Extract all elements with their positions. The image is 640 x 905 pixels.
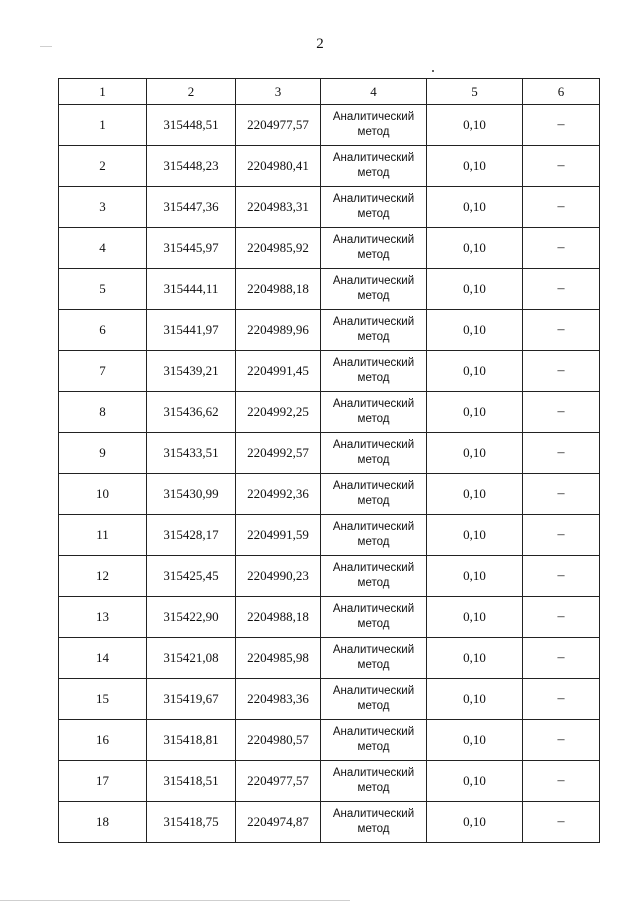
- table-row: [59, 720, 600, 761]
- table-row: [59, 638, 600, 679]
- accuracy-cell: 0,10: [427, 269, 523, 310]
- method-line2: метод: [357, 577, 390, 589]
- accuracy-cell: 0,10: [427, 679, 523, 720]
- point-number-cell: 4: [59, 228, 147, 269]
- accuracy-cell: 0,10: [427, 638, 523, 679]
- y-coordinate-cell: 2204983,36: [236, 679, 321, 720]
- point-number-cell: 12: [59, 556, 147, 597]
- y-coordinate-cell: 2204980,57: [236, 720, 321, 761]
- note-cell: –: [523, 392, 600, 433]
- table-row: [59, 269, 600, 310]
- x-coordinate-cell: 315439,21: [147, 351, 236, 392]
- note-cell: –: [523, 515, 600, 556]
- method-cell: [321, 597, 427, 638]
- method-line1: Аналитический: [332, 808, 415, 820]
- point-number-cell: 1: [59, 105, 147, 146]
- method-line2: метод: [357, 454, 390, 466]
- table-row: [59, 351, 600, 392]
- accuracy-cell: 0,10: [427, 105, 523, 146]
- y-coordinate-cell: 2204988,18: [236, 597, 321, 638]
- y-coordinate-cell: 2204988,18: [236, 269, 321, 310]
- note-cell: –: [523, 638, 600, 679]
- page-number: 2: [316, 36, 324, 52]
- x-coordinate-cell: 315430,99: [147, 474, 236, 515]
- note-cell: –: [523, 679, 600, 720]
- table-row: [59, 187, 600, 228]
- method-line2: метод: [357, 618, 390, 630]
- x-coordinate-cell: 315419,67: [147, 679, 236, 720]
- column-header: 6: [523, 79, 600, 105]
- note-cell: –: [523, 761, 600, 802]
- accuracy-cell: 0,10: [427, 433, 523, 474]
- accuracy-cell: 0,10: [427, 392, 523, 433]
- y-coordinate-cell: 2204991,59: [236, 515, 321, 556]
- point-number-cell: 15: [59, 679, 147, 720]
- table-row: [59, 515, 600, 556]
- method-cell: [321, 556, 427, 597]
- method-line2: метод: [357, 659, 390, 671]
- accuracy-cell: 0,10: [427, 474, 523, 515]
- table-row: [59, 392, 600, 433]
- x-coordinate-cell: 315447,36: [147, 187, 236, 228]
- method-cell: [321, 474, 427, 515]
- method-line2: метод: [357, 823, 390, 835]
- method-line2: метод: [357, 208, 390, 220]
- x-coordinate-cell: 315421,08: [147, 638, 236, 679]
- x-coordinate-cell: 315445,97: [147, 228, 236, 269]
- column-header: 2: [147, 79, 236, 105]
- accuracy-cell: 0,10: [427, 310, 523, 351]
- y-coordinate-cell: 2204977,57: [236, 761, 321, 802]
- y-coordinate-cell: 2204985,98: [236, 638, 321, 679]
- table-row: [59, 310, 600, 351]
- x-coordinate-cell: 315433,51: [147, 433, 236, 474]
- y-coordinate-cell: 2204992,36: [236, 474, 321, 515]
- method-line2: метод: [357, 249, 390, 261]
- point-number-cell: 9: [59, 433, 147, 474]
- accuracy-cell: 0,10: [427, 720, 523, 761]
- point-number-cell: 7: [59, 351, 147, 392]
- y-coordinate-cell: 2204992,57: [236, 433, 321, 474]
- accuracy-cell: 0,10: [427, 515, 523, 556]
- table-row: [59, 474, 600, 515]
- note-cell: –: [523, 802, 600, 843]
- x-coordinate-cell: 315425,45: [147, 556, 236, 597]
- x-coordinate-cell: 315418,75: [147, 802, 236, 843]
- method-cell: [321, 392, 427, 433]
- method-line2: метод: [357, 167, 390, 179]
- scan-artifact-top-rule: [40, 46, 52, 47]
- table-row: [59, 105, 600, 146]
- method-line2: метод: [357, 372, 390, 384]
- note-cell: –: [523, 228, 600, 269]
- y-coordinate-cell: 2204992,25: [236, 392, 321, 433]
- method-cell: [321, 187, 427, 228]
- point-number-cell: 6: [59, 310, 147, 351]
- method-line2: метод: [357, 536, 390, 548]
- method-line1: Аналитический: [332, 603, 415, 615]
- method-cell: [321, 146, 427, 187]
- method-line1: Аналитический: [332, 562, 415, 574]
- accuracy-cell: 0,10: [427, 597, 523, 638]
- y-coordinate-cell: 2204985,92: [236, 228, 321, 269]
- x-coordinate-cell: 315448,51: [147, 105, 236, 146]
- method-line1: Аналитический: [332, 767, 415, 779]
- method-cell: [321, 310, 427, 351]
- accuracy-cell: 0,10: [427, 761, 523, 802]
- method-cell: [321, 228, 427, 269]
- method-line1: Аналитический: [332, 685, 415, 697]
- table-row: [59, 556, 600, 597]
- note-cell: –: [523, 556, 600, 597]
- point-number-cell: 14: [59, 638, 147, 679]
- table-body: [59, 105, 600, 843]
- accuracy-cell: 0,10: [427, 556, 523, 597]
- method-cell: [321, 105, 427, 146]
- accuracy-cell: 0,10: [427, 802, 523, 843]
- x-coordinate-cell: 315418,51: [147, 761, 236, 802]
- table-row: [59, 228, 600, 269]
- point-number-cell: 13: [59, 597, 147, 638]
- point-number-cell: 18: [59, 802, 147, 843]
- point-number-cell: 11: [59, 515, 147, 556]
- table-row: [59, 802, 600, 843]
- y-coordinate-cell: 2204974,87: [236, 802, 321, 843]
- point-number-cell: 5: [59, 269, 147, 310]
- method-line1: Аналитический: [332, 152, 415, 164]
- x-coordinate-cell: 315441,97: [147, 310, 236, 351]
- method-cell: [321, 761, 427, 802]
- method-line1: Аналитический: [332, 521, 415, 533]
- method-line2: метод: [357, 331, 390, 343]
- method-line1: Аналитический: [332, 357, 415, 369]
- y-coordinate-cell: 2204991,45: [236, 351, 321, 392]
- point-number-cell: 16: [59, 720, 147, 761]
- point-number-cell: 8: [59, 392, 147, 433]
- method-line2: метод: [357, 782, 390, 794]
- table-row: [59, 433, 600, 474]
- y-coordinate-cell: 2204989,96: [236, 310, 321, 351]
- method-cell: [321, 638, 427, 679]
- x-coordinate-cell: 315436,62: [147, 392, 236, 433]
- note-cell: –: [523, 187, 600, 228]
- accuracy-cell: 0,10: [427, 351, 523, 392]
- x-coordinate-cell: 315422,90: [147, 597, 236, 638]
- method-line1: Аналитический: [332, 398, 415, 410]
- method-line1: Аналитический: [332, 644, 415, 656]
- point-number-cell: 17: [59, 761, 147, 802]
- note-cell: –: [523, 310, 600, 351]
- x-coordinate-cell: 315418,81: [147, 720, 236, 761]
- column-header: 5: [427, 79, 523, 105]
- note-cell: –: [523, 474, 600, 515]
- point-number-cell: 10: [59, 474, 147, 515]
- method-line1: Аналитический: [332, 439, 415, 451]
- coordinates-table: [58, 78, 600, 843]
- method-cell: [321, 269, 427, 310]
- accuracy-cell: 0,10: [427, 146, 523, 187]
- y-coordinate-cell: 2204977,57: [236, 105, 321, 146]
- note-cell: –: [523, 433, 600, 474]
- column-header: 4: [321, 79, 427, 105]
- method-line2: метод: [357, 741, 390, 753]
- method-line1: Аналитический: [332, 316, 415, 328]
- note-cell: –: [523, 146, 600, 187]
- scan-speck: [432, 70, 434, 72]
- x-coordinate-cell: 315428,17: [147, 515, 236, 556]
- y-coordinate-cell: 2204983,31: [236, 187, 321, 228]
- method-line1: Аналитический: [332, 234, 415, 246]
- table-row: [59, 761, 600, 802]
- header-row: [59, 79, 600, 105]
- method-cell: [321, 720, 427, 761]
- table-row: [59, 146, 600, 187]
- method-cell: [321, 679, 427, 720]
- method-line1: Аналитический: [332, 111, 415, 123]
- y-coordinate-cell: 2204980,41: [236, 146, 321, 187]
- note-cell: –: [523, 597, 600, 638]
- y-coordinate-cell: 2204990,23: [236, 556, 321, 597]
- method-line2: метод: [357, 126, 390, 138]
- accuracy-cell: 0,10: [427, 187, 523, 228]
- method-cell: [321, 802, 427, 843]
- method-cell: [321, 351, 427, 392]
- table-row: [59, 679, 600, 720]
- point-number-cell: 3: [59, 187, 147, 228]
- column-header: 1: [59, 79, 147, 105]
- scan-artifact-bottom-rule: [0, 900, 350, 901]
- method-line2: метод: [357, 700, 390, 712]
- method-line1: Аналитический: [332, 275, 415, 287]
- note-cell: –: [523, 351, 600, 392]
- note-cell: –: [523, 105, 600, 146]
- x-coordinate-cell: 315448,23: [147, 146, 236, 187]
- method-line1: Аналитический: [332, 480, 415, 492]
- x-coordinate-cell: 315444,11: [147, 269, 236, 310]
- accuracy-cell: 0,10: [427, 228, 523, 269]
- note-cell: –: [523, 269, 600, 310]
- method-cell: [321, 433, 427, 474]
- column-header: 3: [236, 79, 321, 105]
- method-line1: Аналитический: [332, 193, 415, 205]
- method-line2: метод: [357, 413, 390, 425]
- method-line2: метод: [357, 290, 390, 302]
- method-line2: метод: [357, 495, 390, 507]
- table-row: [59, 597, 600, 638]
- note-cell: –: [523, 720, 600, 761]
- point-number-cell: 2: [59, 146, 147, 187]
- method-line1: Аналитический: [332, 726, 415, 738]
- method-cell: [321, 515, 427, 556]
